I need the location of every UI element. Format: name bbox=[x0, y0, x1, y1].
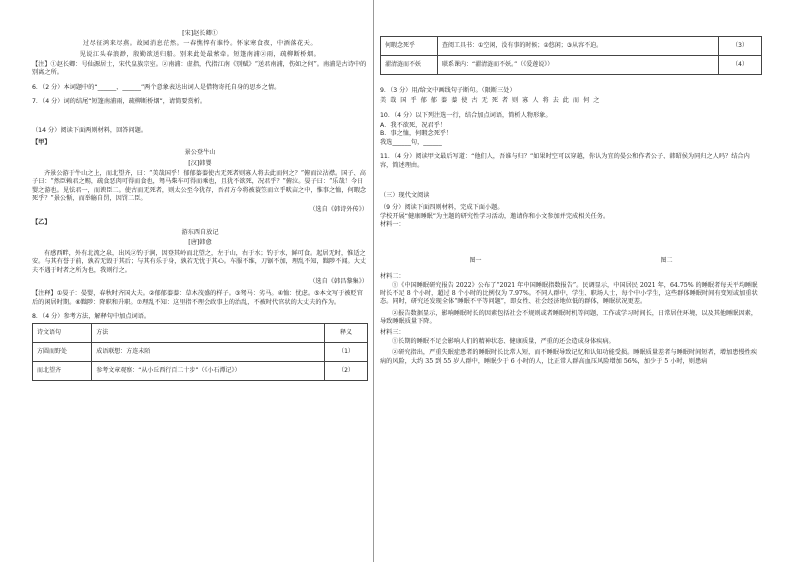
table-cell: 濯清涟而不妖 bbox=[381, 56, 438, 75]
section-modern: （三）现代文阅读 bbox=[380, 191, 430, 199]
poem1-line1: 过尽征鸿来尽燕。故园消息茫然。一春憔悴有谁怜。怀家寒食夜，中酒落花天。 bbox=[82, 40, 318, 48]
question-9: 9．（3 分）用/给文中画线句子断句。（限断三处） bbox=[380, 87, 516, 94]
material-3-paragraph-2: ②研究指出，严重失眠症患者的睡眠时长比常人短，而不睡眠导致记忆和认知功能受损。睡眠质量差者与睡眠时间短者，增加患慢性疾病的风险，大约 35 到 55 岁人群中，睡眠少于 6 小时的人，比正常人群高血压风险增加 56%，加少于 5 小时，则患病 bbox=[380, 349, 758, 365]
figure-1-label: 图一 bbox=[469, 257, 482, 265]
table-cell: 何暇念死乎 bbox=[381, 37, 438, 56]
material-3-label: 材料三： bbox=[380, 329, 405, 337]
yi-note: 【注释】①晏子：晏婴，春秋时齐国大夫。②郁郁蓁蓁：草木茂盛的样子。③驽马：劣马。④恤：忧虑。⑤本文写于被贬官后的闲居时期。⑥黜陟：降职和升职。⑦理乱不知：这里指不理会政事上的治乱，不被时代官状的大丈夫的作为。 bbox=[32, 290, 363, 306]
answer-blank[interactable]: （1） bbox=[325, 343, 368, 362]
section-reading: （14 分）阅读下面两则材料，回答问题。 bbox=[32, 126, 148, 134]
poem1-line2: 见说江头春浪渺，殷勤欲送归船。别来此处最萦牵。短篷南浦②雨，疏柳断桥烟。 bbox=[79, 50, 321, 58]
question-10: 10．（4 分）以下列注选一行，结合加点词语，简析人物形象。 bbox=[380, 111, 552, 119]
table-cell: 方圆而野处 bbox=[33, 343, 92, 362]
question-10-option-a: A．我不欲死，况君乎！ bbox=[380, 122, 447, 130]
answer-blank[interactable]: （3） bbox=[719, 37, 762, 56]
jia-paragraph: 齐景公游于牛山之上，而北望齐，曰：“美哉国乎！郁郁蓁蓁使古无死者则寡人将去此而何之？”俯而泣沾襟。国子、高子曰：“然臣赖君之赐，疏食恶肉可得而食也，驽马柴车可得而乘也，且犹不欲死，况君乎？”俯泣。晏子曰：“乐哉！今日婴之游也。见怯君一，而谀臣二。使古而无死者，则太公至今犹存，吾君方今将被蓑笠而立乎畎亩之中，惟事之恤，何暇念死乎？”景公惭，而举觞自罚，因罚二臣。 bbox=[32, 169, 367, 203]
figure-2-label: 图二 bbox=[660, 257, 673, 265]
table-row bbox=[381, 37, 762, 56]
yi-author: [唐]韩愈 bbox=[188, 239, 212, 247]
column-divider bbox=[373, 0, 374, 562]
table-cell: 参考文章观察：“从小丘西行百二十步”（《小石潭记》） bbox=[92, 362, 325, 381]
table-row bbox=[33, 362, 368, 381]
material-1-label: 材料一： bbox=[380, 220, 405, 228]
modern-desc: 学校开展“健康睡眠”为主题的研究性学习活动，邀请你和小文参加并完成相关任务。 bbox=[380, 212, 610, 220]
material-2-paragraph-2: ②报告数据显示，影响睡眠时长的因素包括社会不规则或者睡眠时机等问题，工作或学习时间长，日常居住环境，以及其他睡眠因素，导致睡眠质量下降。 bbox=[380, 309, 758, 326]
figures-row bbox=[380, 237, 762, 265]
table-cell: 查阅工具书：①空闲，没有事的时候；②悠闲；③从容不迫。 bbox=[438, 37, 719, 56]
question-10-option-b: B．事之恤，何暇念死乎！ bbox=[380, 130, 453, 138]
answer-blank[interactable]: （2） bbox=[325, 362, 368, 381]
table-header-row bbox=[33, 324, 368, 343]
material-2-label: 材料二： bbox=[380, 273, 405, 281]
table-cell: 联系课内：“濯清涟而不妖。”（《爱莲说》） bbox=[438, 56, 719, 75]
right-column bbox=[380, 36, 762, 369]
question-11: 11．（4 分）阅读甲文最后写道：“他们人，吾谁与归？”如果时空可以穿越，你认为宜的晏公和作者公子、韩昭侯为同归之人吗？结合内容，简述理由。 bbox=[380, 153, 750, 169]
table-header-cell: 方法 bbox=[92, 324, 325, 343]
modern-intro: （9 分）阅读下面四则材料，完成下面小题。 bbox=[380, 204, 504, 212]
table-row bbox=[381, 56, 762, 75]
question-6: 6．（2 分）本词题中的“______、______”两个意象表达出词人是借物寄托自身的思乡之情。 bbox=[32, 83, 281, 91]
question-8: 8．（4 分）参考方法，解释句中加点词语。 bbox=[32, 312, 151, 320]
table-header-cell: 释义 bbox=[325, 324, 368, 343]
yi-label: 【乙】 bbox=[32, 218, 51, 226]
yi-source: （选自《韩昌黎集》） bbox=[309, 277, 368, 285]
material-2-paragraph-1: ①《中国睡眠研究报告 2022》公布了“2021 年中国睡眠指数报告”。民调显示，中国居民 2021 年，64.75% 的睡眠者每天平均睡眠时长不足 8 个小时，超过 8 个小时的比例仅为 7.97%。不同人群中，学生、职场人士，每个中小学生，这些群体睡眠时间有变短或加重状态。同时，研究还发现全体“睡眠不平等问题”，即女性、社会经济地位低的群体，睡眠状况更差。 bbox=[380, 281, 758, 306]
jia-source: （选自《韩诗外传》） bbox=[309, 206, 368, 214]
material-3-paragraph-1: ①长期的睡眠不足会影响人们的精神状态、健康质量，严重的还会造成身体疾病。 bbox=[392, 337, 615, 345]
left-column bbox=[32, 28, 368, 381]
question-9-text: 美 哉 国 乎 郁 郁 蓁 蓁 使 古 无 死 者 则 寡 人 将 去 此 而 何 之 bbox=[380, 97, 601, 105]
yi-title: 游东西自放记 bbox=[181, 229, 219, 237]
jia-label: 【甲】 bbox=[32, 138, 51, 146]
table-row bbox=[33, 343, 368, 362]
yi-paragraph: 有感西畔，外有北流之泉，出风②钓于涧，因登其岭而北望之，左于山，右于水；钓于水，鲜可食。起居无时，惟适之安。与其有誉于前，孰若无毁于其后；与其有乐于身，孰若无忧于其心。车服不维，刀锯不加，理乱不知，黜陟不闻。大丈夫不遇于时者之所为也，我则行之。 bbox=[32, 249, 367, 274]
jia-title: 景公登牛山 bbox=[184, 149, 216, 157]
table-cell: 而北望齐 bbox=[33, 362, 92, 381]
table-header-cell: 诗文语句 bbox=[33, 324, 92, 343]
question-10-answer-line[interactable]: 我选______句，______ bbox=[380, 138, 442, 146]
poem1-note: 【注】①赵长卿：号仙源居士，宋代皇族宗室。②南浦：虚指，代指江南《别赋》“送君南浦，伤如之何”。南浦是古诗中的别离之所。 bbox=[32, 61, 367, 77]
jia-author: [汉]韩婴 bbox=[188, 159, 212, 167]
method-table-right bbox=[380, 36, 762, 75]
method-table-left bbox=[32, 323, 368, 381]
question-7: 7．（4 分）词的结尾“短篷南浦雨，疏柳断桥烟”，请简要赏析。 bbox=[32, 98, 207, 106]
answer-blank[interactable]: （4） bbox=[719, 56, 762, 75]
table-cell: 成语联想：方连未陌 bbox=[92, 343, 325, 362]
poem1-title: [宋]赵长卿① bbox=[182, 30, 218, 37]
